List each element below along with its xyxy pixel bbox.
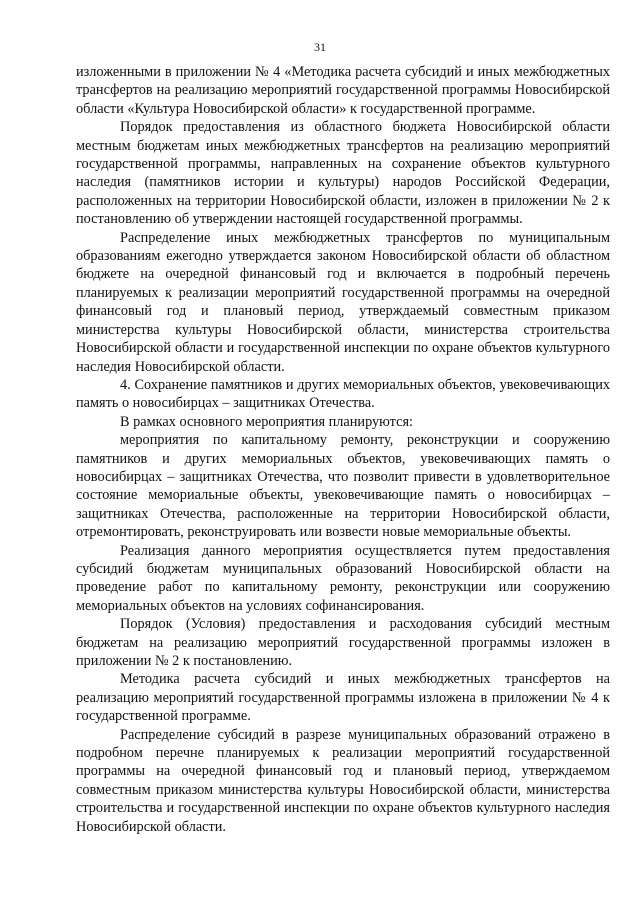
paragraph: В рамках основного мероприятия планируются: (120, 413, 413, 430)
paragraph: Порядок (Условия) предоставления и расходования субсидий местным бюджетам на реализацию мероприятий государственной программы изложен в приложении № 2 к постановлению. (76, 616, 610, 669)
paragraph: Методика расчета субсидий и иных межбюджетных трансфертов на реализацию мероприятий государственной программы изложена в приложении № 4 к государственной программе. (76, 671, 610, 725)
paragraph: Реализация данного мероприятия осуществляется путем предоставления субсидий бюджетам муниципальных образований Новосибирской области на проведение работ по капитальному ремонту, реконструкции или сооружению мемориальных объектов на условиях софинансирования. (76, 542, 610, 614)
paragraph: Распределение иных межбюджетных трансфертов по муниципальным образованиям ежегодно утверждается законом Новосибирской области об областном бюджете на очередной финансовый год и включается в подробный перечень планируемых к реализации мероприятий государственной программы на очередной финансовый год и плановый период, утверждаемый совместным приказом министерства культуры Новосибирской области, министерства строительства Новосибирской области и государственной инспекции по охране объектов культурного наследия Новосибирской области. (76, 229, 610, 375)
page-number: 31 (314, 40, 326, 54)
paragraph: Порядок предоставления из областного бюджета Новосибирской области местным бюджетам иных межбюджетных трансфертов на реализацию мероприятий государственной программы, направленных на сохранение объектов культурного наследия (памятников истории и культуры) народов Российской Федерации, расположенных на территории Новосибирской области, изложен в приложении № 2 к постановлению об утверждении настоящей государственной программы. (76, 119, 610, 228)
paragraph: Распределение субсидий в разрезе муниципальных образований отражено в подробном перечне планируемых к реализации мероприятий государственной программы на очередной финансовый год и плановый период, утверждаемом совместным приказом министерства культуры Новосибирской области, министерства строительства и государственной инспекции по охране объектов культурного наследия Новосибирской области. (76, 726, 610, 835)
paragraph: изложенными в приложении № 4 «Методика расчета субсидий и иных межбюджетных трансфертов на реализацию мероприятий государственной программы Новосибирской области «Культура Новосибирской области» к государственной программе. (76, 64, 610, 117)
document-body (76, 63, 610, 836)
section-heading: 4. Сохранение памятников и других мемориальных объектов, увековечивающих память о новосибирцах – защитниках Отечества. (76, 376, 610, 412)
paragraph: мероприятия по капитальному ремонту, реконструкции и сооружению памятников и других мемориальных объектов, увековечивающих память о новосибирцах – защитниках Отечества, что позволит привести в удовлетворительное состояние мемориальные объекты, увековечивающие память о новосибирцах – защитниках Отечества, расположенные на территории Новосибирской области, отремонтировать, реконструировать или возвести новые мемориальные объекты. (76, 432, 610, 541)
